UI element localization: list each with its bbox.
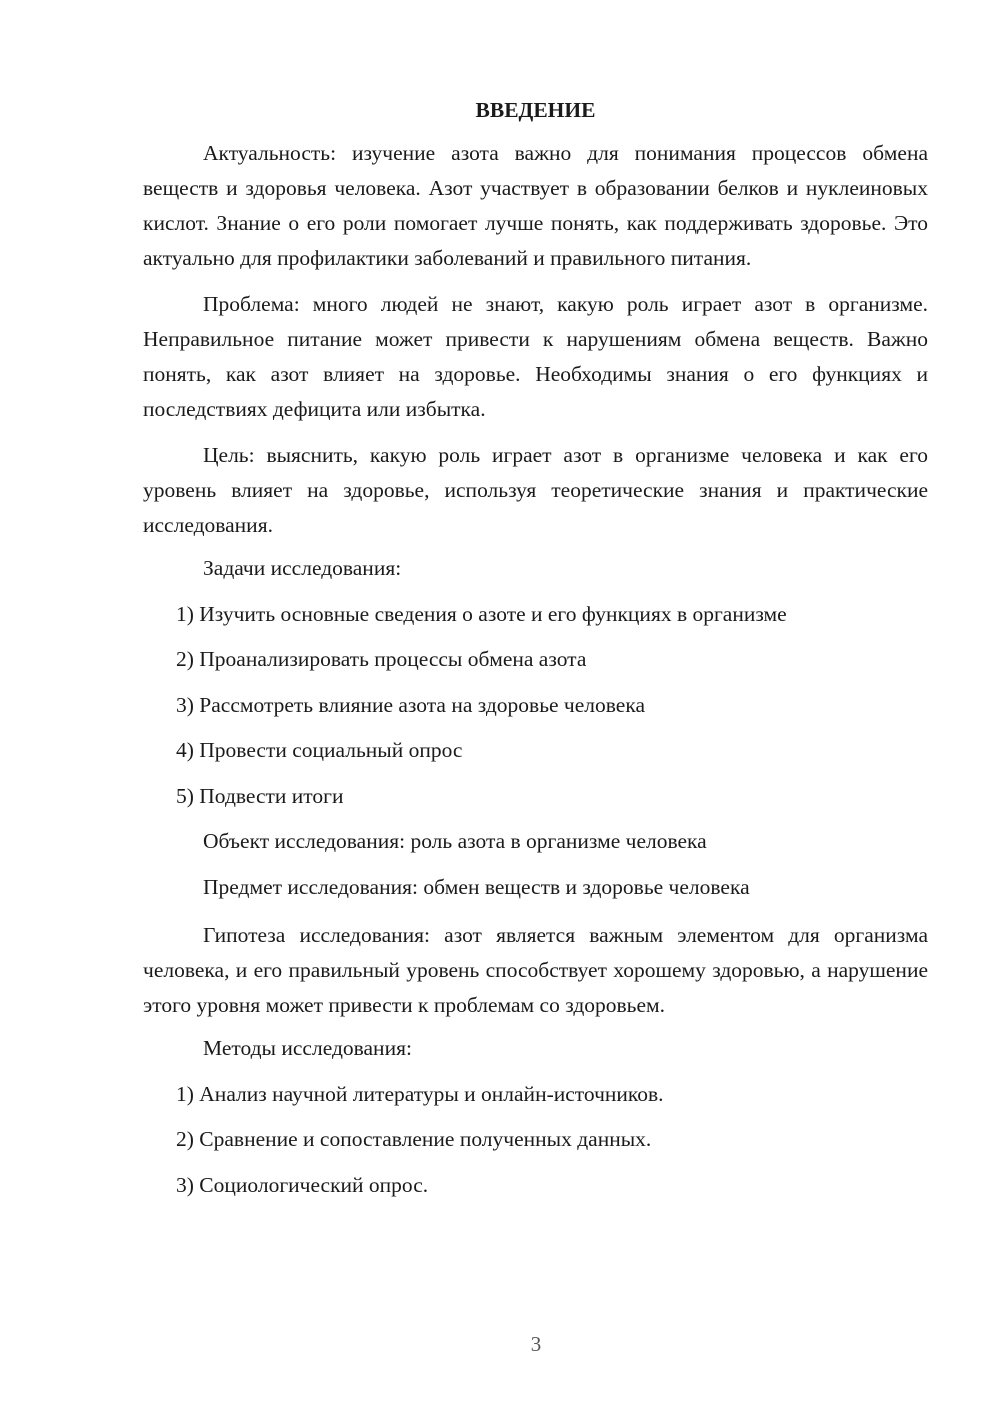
task-item-4: 4) Провести социальный опрос xyxy=(176,738,463,762)
relevance-paragraph: Актуальность: изучение азота важно для понимания процессов обмена веществ и здоровья человека. Азот участвует в образовании белков и нуклеиновых кислот. Знание о его роли помогает лучше понять, как поддерживать здоровье. Это актуально для профилактики заболеваний и правильного питания. xyxy=(143,141,928,270)
method-item-1: 1) Анализ научной литературы и онлайн-источников. xyxy=(176,1081,664,1106)
task-item-3: 3) Рассмотреть влияние азота на здоровье человека xyxy=(176,692,646,717)
method-item-2: 2) Сравнение и сопоставление полученных данных. xyxy=(176,1127,652,1151)
methods-heading: Методы исследования: xyxy=(203,1036,412,1060)
research-object: Объект исследования: роль азота в организме человека xyxy=(203,829,707,853)
hypothesis-paragraph: Гипотеза исследования: азот является важным элементом для организма человека, и его правильный уровень способствует хорошему здоровью, а нарушение этого уровня может привести к проблемам со здоровьем. xyxy=(143,923,928,1017)
tasks-heading: Задачи исследования: xyxy=(203,556,402,580)
document-page xyxy=(143,96,928,1216)
research-subject: Предмет исследования: обмен веществ и здоровье человека xyxy=(203,874,750,899)
page-number: 3 xyxy=(530,1332,542,1356)
task-item-1: 1) Изучить основные сведения о азоте и его функциях в организме xyxy=(176,601,787,626)
section-title: ВВЕДЕНИЕ xyxy=(475,98,596,122)
method-item-3: 3) Социологический опрос. xyxy=(176,1172,429,1197)
problem-paragraph: Проблема: много людей не знают, какую роль играет азот в организме. Неправильное питание может привести к нарушениям обмена веществ. Важно понять, как азот влияет на здоровье. Необходимы знания о его функциях и последствиях дефицита или избытка. xyxy=(143,292,928,421)
goal-paragraph: Цель: выяснить, какую роль играет азот в организме человека и как его уровень влияет на здоровье, используя теоретические знания и практические исследования. xyxy=(143,443,928,537)
task-item-2: 2) Проанализировать процессы обмена азота xyxy=(176,647,587,671)
task-item-5: 5) Подвести итоги xyxy=(176,783,344,808)
